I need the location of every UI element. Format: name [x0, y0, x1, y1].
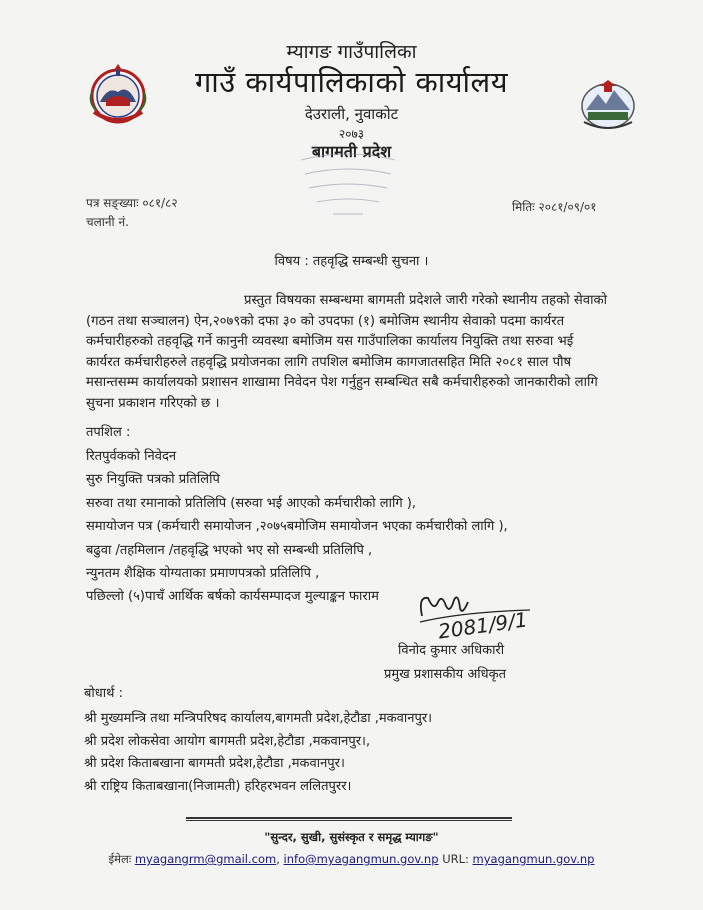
body-line: मसान्तसम्म कार्यालयको प्रशासन शाखामा निवेदन पेश गर्नुहुन सम्बन्धित सबै कर्मचारीहरुको जानकारीको लागि: [86, 375, 598, 391]
footer-divider: [186, 817, 512, 819]
list-item: सुरु नियुक्ति पत्रको प्रतिलिपि: [86, 472, 220, 488]
contact-separator: ,: [276, 852, 280, 866]
url-label: URL:: [442, 852, 469, 866]
established-year: २०७३: [339, 127, 364, 141]
footer-slogan: "सुन्दर, सुखी, सुसंस्कृत र समृद्ध म्यागङ": [264, 830, 439, 844]
signer-title: प्रमुख प्रशासकीय अधिकृत: [384, 667, 507, 682]
letter-body: [86, 291, 646, 415]
list-item: न्युनतम शैक्षिक योग्यताका प्रमाणपत्रको प्रतिलिपि ,: [86, 565, 320, 581]
cc-item: श्री प्रदेश किताबखाना बागमती प्रदेश,हेटौडा ,मकवानपुर।: [84, 756, 345, 771]
letter-number: पत्र सङ्ख्याः ०८१/८२: [86, 196, 178, 210]
email-link-2[interactable]: info@myagangmun.gov.np: [283, 852, 439, 866]
handwritten-signature: [412, 582, 532, 644]
cc-item: श्री मुख्यमन्त्रि तथा मन्त्रिपरिषद कार्यालय,बागमती प्रदेश,हेटौडा ,मकवानपुर।: [84, 711, 433, 726]
list-title: तपशिल :: [86, 425, 131, 440]
footer-contacts: [0, 852, 703, 867]
cc-title: बोधार्थ :: [84, 686, 123, 701]
body-line: (गठन तथा सञ्चालन) ऐन,२०७९को दफा ३० को उपदफा (१) बमोजिम स्थानीय सेवाको पदमा कार्यरत: [86, 313, 565, 329]
body-line: कर्मचारीहरुको तहवृद्धि गर्ने कानुनी व्यवस्था बमोजिम यस गाउँपालिका कार्यालय नियुक्ति तथा सरुवा भई: [86, 334, 574, 350]
list-item: पछिल्लो (५)पाचँ आर्थिक बर्षको कार्यसम्पादज मुल्याङ्कन फाराम: [86, 589, 379, 605]
signature-date: 2081/9/1: [436, 607, 529, 644]
letter-date: मितिः २०८१/०९/०१: [512, 200, 597, 214]
cc-list: [84, 708, 432, 798]
dispatch-number: चलानी नं.: [86, 215, 129, 229]
municipality-name: म्यागङ गाउँपालिका: [286, 41, 417, 63]
signer-name: विनोद कुमार अधिकारी: [398, 643, 505, 658]
body-line: सुचना प्रकाशन गरिएको छ ।: [86, 395, 220, 411]
list-item: सरुवा तथा रमानाको प्रतिलिपि (सरुवा भई आएको कर्मचारीको लागि ),: [86, 495, 416, 511]
body-line: प्रस्तुत विषयका सम्बन्धमा बागमती प्रदेशले जारी गरेको स्थानीय तहको सेवाको: [244, 293, 608, 308]
cc-item: श्री प्रदेश लोकसेवा आयोग बागमती प्रदेश,हेटौडा ,मकवानपुर।,: [84, 733, 371, 749]
list-item: समायोजन पत्र (कर्मचारी समायोजन ,२०७५बमोजिम समायोजन भएका कर्मचारीको लागि ),: [86, 519, 508, 535]
office-stamp-icon: [283, 150, 413, 222]
cc-item: श्री राष्ट्रिय किताबखाना(निजामती) हरिहरभवन ललितपुरर।: [84, 778, 352, 794]
body-line: कार्यरत कर्मचारीहरुले तहवृद्धि प्रयोजनका लागि तपशिल बमोजिम कागजातसहित मिति २०८१ साल पौष: [86, 354, 572, 370]
letter-subject: विषय : तहवृद्धि सम्बन्धी सुचना ।: [274, 254, 429, 269]
list-item: रितपुर्वकको निवेदन: [86, 449, 177, 464]
email-label: ईमेलः: [108, 852, 132, 866]
website-link[interactable]: myagangmun.gov.np: [472, 852, 595, 866]
list-item: बढुवा /तहमिलान /तहवृद्धि भएको भए सो सम्बन्धी प्रतिलिपि ,: [86, 542, 373, 558]
office-title: गाउँ कार्यपालिकाको कार्यालय: [194, 65, 509, 99]
province-name: बागमती प्रदेश: [311, 142, 392, 161]
footer-divider: [186, 820, 512, 821]
office-address: देउराली, नुवाकोट: [304, 105, 399, 123]
email-link-1[interactable]: myagangrm@gmail.com: [134, 852, 277, 866]
